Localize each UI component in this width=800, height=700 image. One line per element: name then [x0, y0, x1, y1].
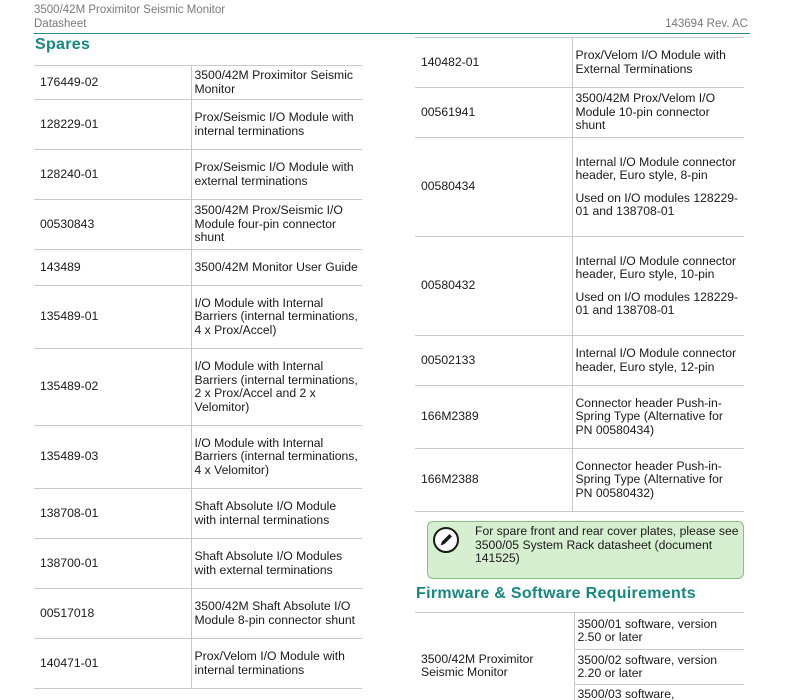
description-text: I/O Module with Internal Barriers (internal terminations, 4 x Velomitor): [194, 435, 358, 477]
description-text: Used on I/O modules 128229-01 and 138708-01: [575, 190, 739, 218]
part-number: 166M2389: [415, 386, 572, 449]
part-description: [191, 100, 362, 150]
pencil-icon: [432, 526, 460, 554]
description-text: Prox/Velom I/O Module with External Terminations: [575, 48, 726, 76]
part-description: [191, 349, 362, 426]
header-rule: [34, 33, 750, 34]
firmware-req: 3500/02 software, version 2.20 or later: [574, 650, 744, 685]
description-text: Shaft Absolute I/O Modules with external terminations: [194, 549, 343, 577]
spare-row: [34, 489, 362, 539]
part-number: 00517018: [34, 589, 191, 639]
spare-row: [34, 286, 362, 349]
description-text: Prox/Seismic I/O Module with external terminations: [194, 160, 354, 188]
description-text: Shaft Absolute I/O Module with internal terminations: [194, 499, 337, 527]
note-callout: [427, 521, 744, 579]
spare-row: [34, 150, 362, 200]
part-number: 138700-01: [34, 539, 191, 589]
part-number: 138708-01: [34, 489, 191, 539]
part-number: 128240-01: [34, 150, 191, 200]
part-description: [191, 286, 362, 349]
description-text: Prox/Velom I/O Module with internal terminations: [194, 649, 345, 677]
description-text: 3500/42M Prox/Velom I/O Module 10-pin connector shunt: [575, 91, 716, 133]
description-text: Connector header Push-in-Spring Type (Alternative for PN 00580432): [575, 458, 723, 500]
part-description: [572, 386, 744, 449]
part-description: [572, 237, 744, 336]
spare-row: [415, 336, 744, 386]
spare-row: [415, 88, 744, 138]
part-description: [572, 336, 744, 386]
part-description: [191, 150, 362, 200]
part-number: 135489-03: [34, 426, 191, 489]
part-description: [572, 88, 744, 138]
part-number: 140482-01: [415, 38, 572, 88]
spare-row: [34, 200, 362, 250]
spare-row: [415, 386, 744, 449]
part-number: 166M2388: [415, 449, 572, 512]
part-number: 135489-01: [34, 286, 191, 349]
firmware-heading: Firmware & Software Requirements: [416, 585, 696, 602]
part-description: [572, 38, 744, 88]
spare-row: [415, 38, 744, 88]
description-text: Internal I/O Module connector header, Euro style, 10-pin: [575, 253, 737, 281]
part-description: [191, 489, 362, 539]
part-number: 00561941: [415, 88, 572, 138]
firmware-req: 3500/01 software, version 2.50 or later: [574, 613, 744, 650]
part-number: 128229-01: [34, 100, 191, 150]
spare-row: [34, 589, 362, 639]
part-number: 176449-02: [34, 66, 191, 100]
part-number: 00580434: [415, 138, 572, 237]
spare-row: [415, 449, 744, 512]
spare-row: [415, 237, 744, 336]
part-number: 00530843: [34, 200, 191, 250]
description-text: 3500/42M Proximitor Seismic Monitor: [194, 68, 353, 96]
spare-row: [34, 426, 362, 489]
part-description: [572, 449, 744, 512]
header-revision: 143694 Rev. AC: [665, 18, 748, 30]
description-text: Connector header Push-in-Spring Type (Alternative for PN 00580434): [575, 395, 723, 437]
description-text: I/O Module with Internal Barriers (internal terminations, 2 x Prox/Accel and 2 x Velomitor): [194, 359, 358, 414]
spare-row: [34, 539, 362, 589]
description-text: 3500/42M Monitor User Guide: [194, 259, 358, 274]
spare-row: [34, 66, 362, 100]
description-text: 3500/42M Shaft Absolute I/O Module 8-pin connector shunt: [194, 599, 356, 627]
description-text: Used on I/O modules 128229-01 and 138708-01: [575, 289, 739, 317]
header-title: 3500/42M Proximitor Seismic Monitor: [34, 4, 226, 16]
description-text: I/O Module with Internal Barriers (internal terminations, 4 x Prox/Accel): [194, 295, 358, 337]
firmware-table: [415, 612, 744, 700]
part-description: [191, 250, 362, 286]
spare-row: [34, 639, 362, 689]
spares-table-right: [415, 37, 744, 512]
note-text: For spare front and rear cover plates, please see 3500/05 System Rack datasheet (document 141525): [475, 524, 739, 565]
spares-table-left: [34, 65, 362, 689]
part-description: [572, 138, 744, 237]
description-text: Internal I/O Module connector header, Euro style, 8-pin: [575, 154, 737, 182]
spare-row: [34, 250, 362, 286]
spare-row: [415, 138, 744, 237]
firmware-req: 3500/03 software,: [574, 685, 744, 700]
part-number: 143489: [34, 250, 191, 286]
spares-heading: Spares: [35, 36, 91, 53]
part-number: 135489-02: [34, 349, 191, 426]
part-description: [191, 539, 362, 589]
part-number: 00580432: [415, 237, 572, 336]
part-description: [191, 639, 362, 689]
part-number: 00502133: [415, 336, 572, 386]
firmware-product: 3500/42M Proximitor Seismic Monitor: [415, 613, 574, 700]
firmware-row: [415, 613, 744, 650]
part-description: [191, 66, 362, 100]
part-description: [191, 589, 362, 639]
description-text: Prox/Seismic I/O Module with internal terminations: [194, 110, 354, 138]
part-number: 140471-01: [34, 639, 191, 689]
part-description: [191, 426, 362, 489]
header-subtitle: Datasheet: [34, 18, 87, 30]
spare-row: [34, 100, 362, 150]
spare-row: [34, 349, 362, 426]
description-text: 3500/42M Prox/Seismic I/O Module four-pin connector shunt: [194, 203, 343, 245]
description-text: Internal I/O Module connector header, Euro style, 12-pin: [575, 346, 737, 374]
part-description: [191, 200, 362, 250]
